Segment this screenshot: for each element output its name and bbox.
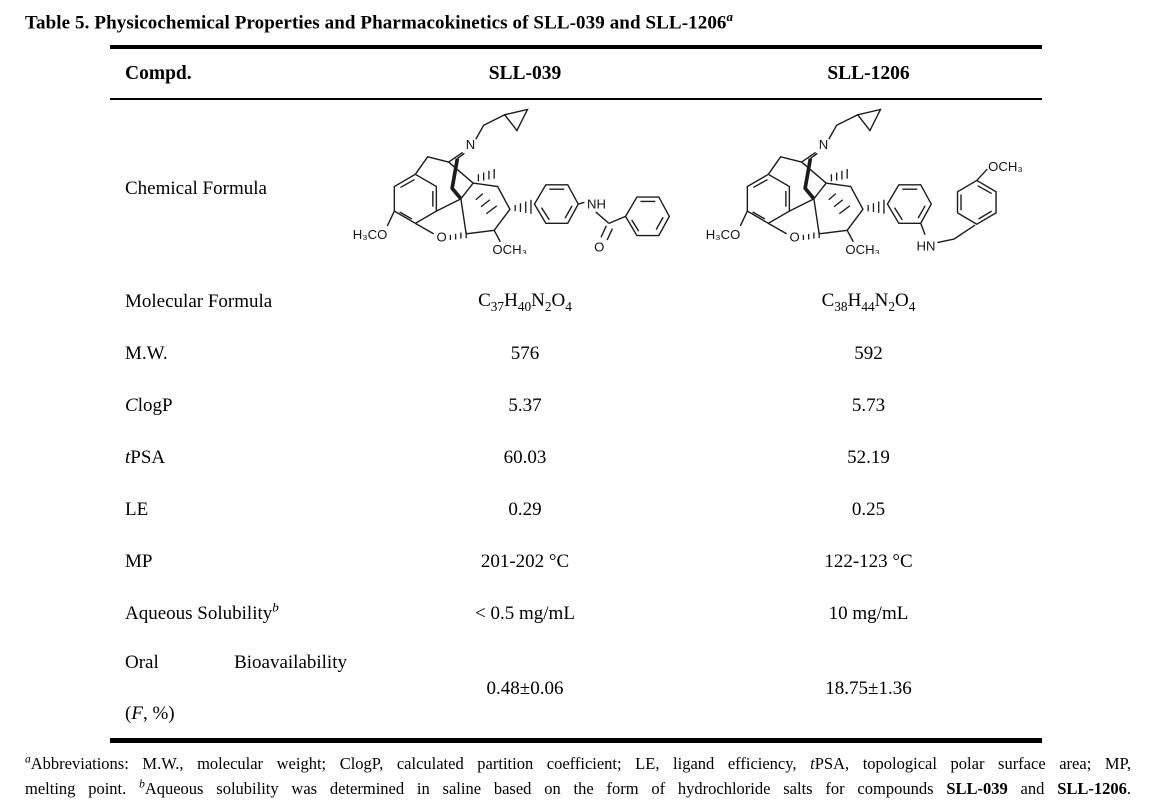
n-atom-label: N bbox=[818, 136, 829, 152]
row-label: M.W. bbox=[125, 343, 168, 364]
f-symbol: F bbox=[131, 703, 143, 724]
ethano-bridge-bond bbox=[452, 159, 461, 199]
methoxybenzylamine-bonds bbox=[887, 169, 996, 243]
methoxy-left-label: H₃CO bbox=[705, 227, 741, 243]
sll1206-value: 10 mg/mL bbox=[828, 603, 909, 624]
sll1206-value: $C_{38}H_{44}N_2O_4$ bbox=[821, 289, 916, 314]
ring-o-atom-label: O bbox=[436, 229, 447, 245]
row-label-word2: Bioavailability bbox=[234, 652, 347, 673]
row-label bbox=[110, 640, 355, 738]
sll039-value: 576 bbox=[510, 343, 540, 364]
footnote-line-1 bbox=[25, 751, 1131, 776]
percent-close: , %) bbox=[142, 703, 175, 724]
paren-open: ( bbox=[125, 703, 132, 724]
table-title-text: Table 5. Physicochemical Properties and Pharmacokinetics of SLL-039 and SLL-1206 bbox=[25, 12, 727, 34]
row-label: LE bbox=[125, 499, 149, 520]
footnote-line-2 bbox=[25, 776, 1131, 801]
sll039-value: < 0.5 mg/mL bbox=[475, 603, 575, 624]
row-label bbox=[110, 395, 355, 417]
footnote-a-text: Abbreviations: M.W., molecular weight; ClogP, calculated partition coefficient; LE, ligand efficiency, bbox=[30, 754, 811, 773]
sll1206-structure-image bbox=[698, 106, 1034, 254]
footnote-a-text-2: PSA, topological polar surface area; MP, bbox=[814, 754, 1131, 773]
footnote-marker-b: b bbox=[139, 778, 145, 791]
footnote-a-text-3: melting point. bbox=[25, 779, 140, 798]
footnote-b-text-3: . bbox=[1126, 779, 1131, 798]
methoxy-bottom-label: OCH₃ bbox=[845, 242, 880, 254]
row-label-italic-prefix: t bbox=[125, 447, 131, 468]
row-label-italic-prefix: C bbox=[125, 395, 138, 416]
table-row-oral-bioavailability bbox=[110, 640, 1042, 738]
table-row-molecular-formula bbox=[110, 276, 1042, 328]
sll1206-value: 52.19 bbox=[847, 447, 890, 468]
row-label-text: PSA bbox=[130, 447, 166, 468]
sll039-value: 60.03 bbox=[503, 447, 547, 468]
sll039-value: $C_{37}H_{40}N_2O_4$ bbox=[478, 289, 572, 314]
chemical-formula-row bbox=[110, 100, 1042, 276]
table-row-mp bbox=[110, 536, 1042, 588]
amide-nh-label: NH bbox=[587, 196, 606, 212]
sll039-value: 5.37 bbox=[508, 395, 542, 416]
footnote-b-text: Aqueous solubility was determined in saline based on the form of hydrochloride salts for compounds bbox=[144, 779, 947, 798]
footnote-bold-sll039: SLL-039 bbox=[946, 779, 1008, 798]
sll039-value: 0.48±0.06 bbox=[486, 678, 564, 699]
row-label bbox=[110, 599, 355, 625]
table-title bbox=[25, 9, 733, 34]
row-label-text: logP bbox=[137, 395, 173, 416]
sll1206-value: 122-123 °C bbox=[824, 551, 913, 572]
sll1206-value: 0.25 bbox=[851, 499, 886, 520]
table-footnotes bbox=[25, 751, 1131, 801]
table-row-tpsa bbox=[110, 432, 1042, 484]
header-sll039: SLL-039 bbox=[488, 62, 562, 84]
row-label bbox=[110, 447, 355, 469]
ring-o-atom-label: O bbox=[789, 229, 800, 245]
table-row-mw bbox=[110, 328, 1042, 380]
footnote-bold-sll1206: SLL-1206 bbox=[1057, 779, 1127, 798]
row-label-footnote-marker: b bbox=[272, 599, 279, 615]
sll039-value: 201-202 °C bbox=[480, 551, 570, 572]
stereo-hash-bonds bbox=[450, 169, 531, 240]
amine-hn-label: HN bbox=[916, 238, 936, 254]
n-atom-label: N bbox=[465, 136, 476, 152]
carbonyl-o-label: O bbox=[594, 239, 605, 254]
footnote-marker-a: a bbox=[25, 753, 31, 766]
sll039-structure-image bbox=[345, 106, 681, 254]
sll1206-value: 592 bbox=[854, 343, 883, 364]
footnote-italic-t: t bbox=[810, 754, 815, 773]
core-bonds bbox=[740, 110, 880, 242]
table-row-aqueous-solubility bbox=[110, 588, 1042, 640]
table-row-clogp bbox=[110, 380, 1042, 432]
header-compound: Compd. bbox=[125, 62, 192, 84]
row-label: MP bbox=[125, 551, 153, 572]
ethano-bridge-bond bbox=[805, 159, 814, 199]
table-row-le bbox=[110, 484, 1042, 536]
methoxy-bottom-label: OCH₃ bbox=[492, 242, 527, 254]
row-label-text: Aqueous Solubility bbox=[125, 603, 273, 624]
row-label-word1: Oral bbox=[125, 652, 159, 673]
properties-table bbox=[110, 45, 1042, 743]
methoxy-left-label: H₃CO bbox=[352, 227, 388, 243]
footnote-b-text-2: and bbox=[1007, 779, 1058, 798]
table-bottom-rule bbox=[110, 738, 1042, 743]
sll1206-value: 5.73 bbox=[851, 395, 886, 416]
methoxy-top-label: OCH₃ bbox=[988, 158, 1023, 174]
row-label-chemical-formula: Chemical Formula bbox=[125, 178, 267, 199]
header-sll1206: SLL-1206 bbox=[827, 62, 910, 84]
table-header-row bbox=[110, 49, 1042, 98]
core-bonds bbox=[387, 110, 527, 242]
sll039-value: 0.29 bbox=[508, 499, 542, 520]
row-label: Molecular Formula bbox=[125, 291, 273, 312]
row-label-line2 bbox=[125, 703, 175, 725]
table-title-footnote-marker: a bbox=[726, 9, 734, 24]
row-label-line1 bbox=[125, 652, 347, 674]
stereo-hash-bonds bbox=[803, 169, 884, 240]
carbonyl-double-bond bbox=[601, 226, 612, 240]
sll1206-value: 18.75±1.36 bbox=[825, 678, 912, 699]
